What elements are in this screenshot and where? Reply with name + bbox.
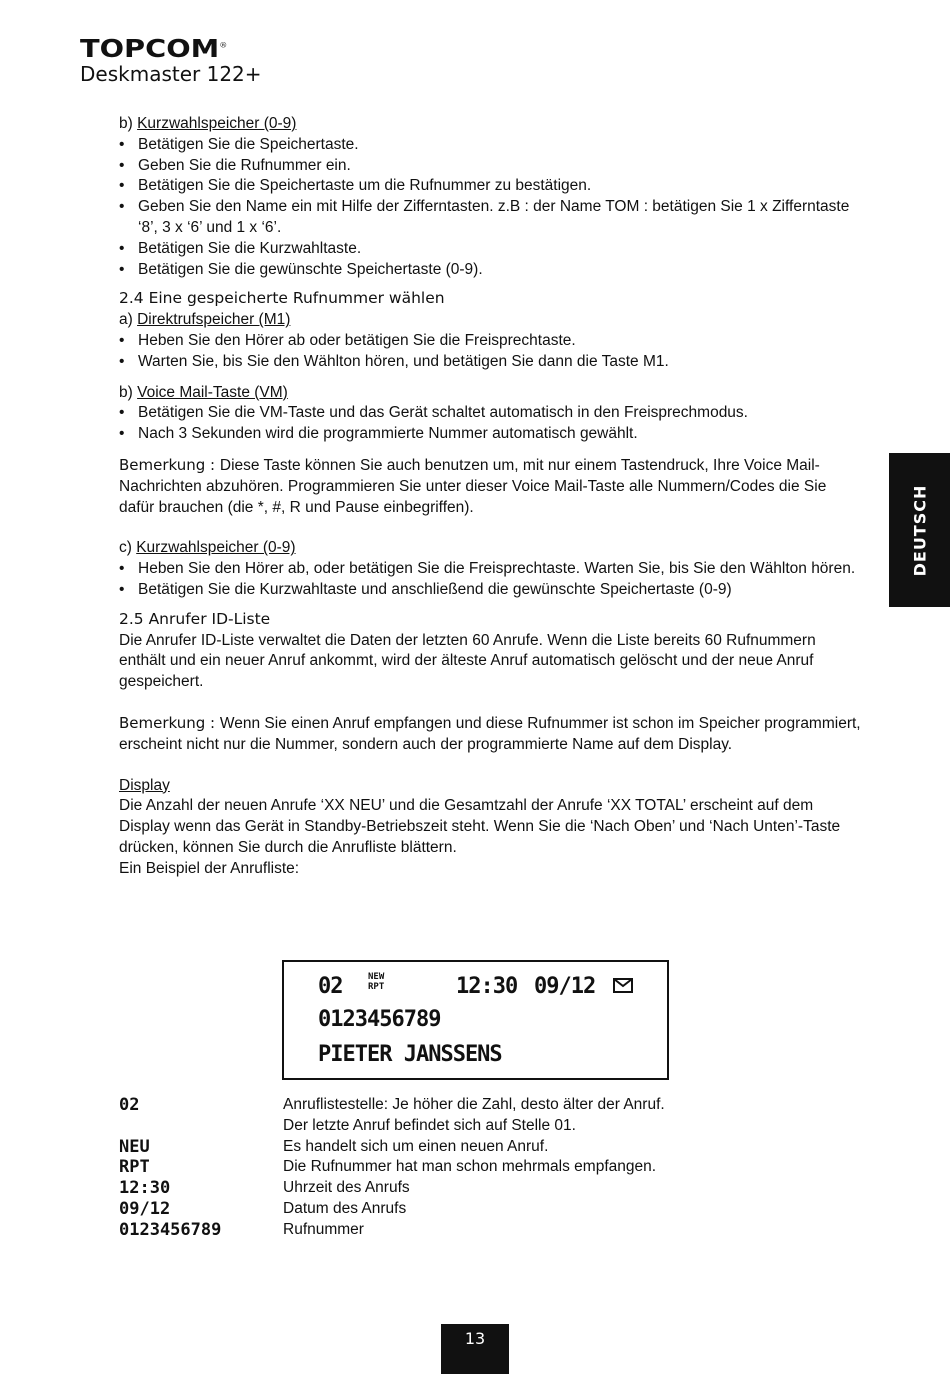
heading-2-4: 2.4 Eine gespeicherte Rufnummer wählen [119, 289, 445, 308]
model-title: Deskmaster 122+ [80, 62, 262, 86]
heading-2-5: 2.5 Anrufer ID-Liste [119, 609, 271, 628]
lcd-date: 09/12 [534, 974, 596, 999]
list-item: • Betätigen Sie die Kurzwahltaste und anschließend die gewünschte Speichertaste (0-9) [119, 580, 864, 601]
section-b-list [119, 135, 864, 281]
list-item: • Heben Sie den Hörer ab, oder betätigen Sie die Freisprechtaste. Warten Sie, bis Sie den Wählton hören. [119, 559, 864, 580]
legend-row: 12:30 Uhrzeit des Anrufs [119, 1178, 410, 1199]
list-item: • Warten Sie, bis Sie den Wählton hören, und betätigen Sie dann die Taste M1. [119, 352, 864, 373]
legend-row: 09/12 Datum des Anrufs [119, 1198, 407, 1219]
lcd-name: PIETER JANSSENS [318, 1042, 502, 1067]
main-content [119, 114, 864, 880]
list-item: • Geben Sie den Name ein mit Hilfe der Zifferntasten. z.B : der Name TOM : betätigen Sie 1 x Zifferntaste ‘8’, 3 x ‘6’ und 1 x ‘6’. [119, 197, 864, 239]
list-item: • Geben Sie die Rufnummer ein. [119, 156, 864, 177]
list-item: • Betätigen Sie die VM-Taste und das Gerät schaltet automatisch in den Freisprechmodus. [119, 403, 864, 424]
section-c-label: c) Kurzwahlspeicher (0-9) [119, 539, 296, 557]
lcd-legend [119, 1095, 819, 1241]
display-text: Die Anzahl der neuen Anrufe ‘XX NEU’ und die Gesamtzahl der Anrufe ‘XX TOTAL’ erscheint auf dem Display wenn das Gerät in Standby-Betriebszeit steht. Wenn Sie die ‘Nach Oben’ und ‘Nach Unten’-Taste drücken, können Sie durch die Anrufliste blättern. [119, 797, 841, 856]
page-number: 13 [441, 1324, 509, 1374]
example-label: Ein Beispiel der Anrufliste: [119, 859, 300, 877]
section-c-list [119, 559, 864, 601]
legend-row: 02 Anruflistestelle: Je höher die Zahl, desto älter der Anruf. Der letzte Anruf befindet sich auf Stelle 01. [119, 1095, 665, 1134]
list-item: • Betätigen Sie die gewünschte Speichertaste (0-9). [119, 260, 864, 281]
list-item: • Nach 3 Sekunden wird die programmierte Nummer automatisch gewählt. [119, 424, 864, 445]
lcd-time: 12:30 [456, 974, 518, 999]
section-a-list [119, 331, 864, 373]
legend-row: RPT Die Rufnummer hat man schon mehrmals empfangen. [119, 1157, 657, 1178]
list-item: • Betätigen Sie die Speichertaste. [119, 135, 864, 156]
section-vm-list [119, 403, 864, 445]
lcd-display-example [282, 960, 669, 1080]
note-caller-id: Bemerkung : Wenn Sie einen Anruf empfangen und diese Rufnummer ist schon im Speicher programmiert, erscheint nicht nur die Nummer, sondern auch der programmierte Name auf dem Display. [119, 713, 861, 753]
list-item: • Betätigen Sie die Speichertaste um die Rufnummer zu bestätigen. [119, 176, 864, 197]
brand-logo: TOPCOM® [80, 34, 228, 63]
list-item: • Heben Sie den Hörer ab oder betätigen Sie die Freisprechtaste. [119, 331, 864, 352]
legend-row: NEU Es handelt sich um einen neuen Anruf. [119, 1136, 549, 1157]
note-vm: Bemerkung : Diese Taste können Sie auch benutzen um, mit nur einem Tastendruck, Ihre Voice Mail-Nachrichten abzuhören. Programmieren Sie unter dieser Voice Mail-Taste alle Nummern/Codes die Sie dafür brauchen (die *, #, R und Pause einbegriffen). [119, 455, 827, 516]
section-vm-label: b) Voice Mail-Taste (VM) [119, 383, 288, 401]
envelope-icon [613, 978, 633, 998]
lcd-new-rpt-indicator: NEW RPT [368, 972, 385, 992]
display-label: Display [119, 776, 170, 794]
language-tab: DEUTSCH [889, 453, 950, 607]
lcd-position: 02 [318, 974, 343, 999]
legend-row: 0123456789 Rufnummer [119, 1219, 364, 1240]
list-item: • Betätigen Sie die Kurzwahltaste. [119, 239, 864, 260]
lcd-number: 0123456789 [318, 1007, 441, 1032]
section-b-label: b) Kurzwahlspeicher (0-9) [119, 115, 297, 132]
caller-id-intro: Die Anrufer ID-Liste verwaltet die Daten der letzten 60 Anrufe. Wenn die Liste bereits 60 Rufnummern enthält und ein neuer Anruf ankommt, wird der älteste Anruf automatisch gelöscht und der neue Anruf gespeichert. [119, 631, 816, 691]
section-a-label: a) Direktrufspeicher (M1) [119, 311, 291, 329]
